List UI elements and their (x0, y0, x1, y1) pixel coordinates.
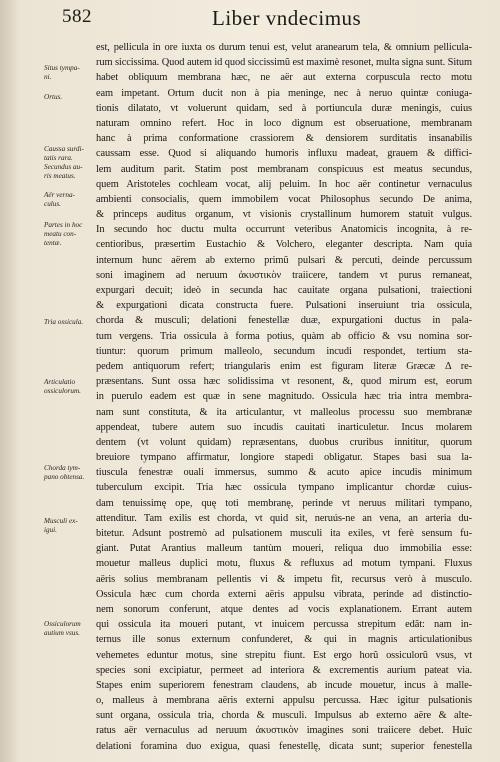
text-line: habet obliquum membrana hæc, ne aër aut externa corpuscula recto motu (96, 72, 472, 84)
text-line: præsentans. Sunt ossa hæc solidissima vt resonent, &, quod mirum est, eorum (96, 376, 472, 388)
text-line: aëris solius membranam pellentis vi & impetu fit, recursus verò à musculo. (96, 573, 472, 585)
text-line: expurgari decuit; ideò in secunda hac cauitate organa pulsationi, traiectioni (96, 285, 472, 296)
text-line: vehemetes eduntur motus, sine strepitu fiunt. Est ergo horũ ossiculorũ vsus, vt (96, 649, 472, 661)
text-line: sunt organa, ossicula tria, chorda & musculi. Impulsus ab externo aëre & alte- (96, 710, 472, 722)
text-line: nam sunt constituta, & ita articulantur, vt malleolus processu suo membranæ (96, 406, 472, 418)
margin-note: Tria ossicula. (44, 318, 84, 326)
text-line: tionis dilatato, vt voluerunt quidam, sed à portiuncula duræ meningis, cuius (96, 102, 472, 114)
margin-note: Articulatio ossiculorum. (44, 378, 81, 395)
text-line: dentem (vt volunt quidam) repræsentans, duobus cruribus innititur, quorum (96, 436, 472, 448)
text-line: breuiore tympano affirmatur, longiore stapedi obligatur. Stapes basi sua la- (96, 452, 472, 464)
text-line: dam tenuissimę ope, quę toti membranę, perinde vt neruus militari tympano, (96, 497, 472, 509)
text-line: & princeps auditus organum, vt visionis crystallinum humorem statuit vulgus. (96, 209, 472, 221)
text-line: internum hunc aërem ab externo primũ pulsari & percuti, deinde percussum (96, 254, 472, 266)
text-line: in puerulo eadem est quæ in sene magnitudo. Ossicula hæc tria intra membra- (96, 391, 472, 403)
text-line: soni imaginem ad neruum ἀκυστικὸν traiicere, tandem vt purus remaneat, (96, 269, 472, 281)
margin-note: Ossiculorum autium vsus. (44, 620, 81, 637)
text-line: species soni excipiatur, permeet ad interiora & excrementis aurium pateat via. (96, 664, 472, 676)
page-number: 582 (62, 6, 92, 27)
margin-note: Musculi ex- igui. (44, 517, 78, 534)
margin-note: Situs tympa- ni. (44, 64, 80, 81)
text-line: chorda & musculi; delationi fenestellæ duæ, expurgationi ductus in pala- (96, 315, 472, 327)
text-line: attenditur. Tam exilis est chorda, vt quid sit, neruús-ne an vena, an arteria du- (96, 512, 472, 524)
text-line: caussam esse. Quod si aliquando humoris influxu madeat, grauem & diffici- (96, 148, 472, 160)
text-line: ambienti consocialis, quem immobilem vocat Philosophus secundo De anima, (96, 193, 472, 205)
text-line: est, pellicula in ore iuxta os durum tenui est, velut aranearum tela, & omnium pellicula- (96, 42, 472, 53)
text-line: ternus ille sonus externum confunderet, & qui in magnis articulationibus (96, 634, 472, 646)
margin-note: Caussa surdi- tatis rara. Secundus au- ris meatus. (44, 145, 84, 180)
text-line: mouetur malleus duplici motu, fluxus & refluxus ad motum tympani. Fluxus (96, 558, 472, 570)
text-line: tuberculum excipit. Tria hæc ossicula tympano implicantur chordæ cuius- (96, 482, 472, 494)
text-line: tiuntur: quorum primum malleolo, secundum incudi respondet, tertium sta- (96, 345, 472, 357)
text-line: eam impetant. Ortum ducit non à pia meninge, nec à neruo quintæ coniuga- (96, 87, 472, 99)
text-line: ratus aër vernaculus ad neruum ἀκυστικὸν imagines soni traiicere debet. Huic (96, 725, 472, 737)
text-line: In secundo hoc ductu multa occurrunt veteribus Anatomicis incognita, à re- (96, 224, 472, 236)
text-line: & expurgationi dicata constructa fuere. Pulsationi inseruiunt tria ossicula, (96, 300, 472, 312)
text-line: rum siccissima. Quod autem id quod siccissimũ est maximè resonet, multa signa sunt. Situm (96, 57, 472, 69)
text-line: giant. Putat Arantius malleum tantùm moueri, reliqua duo immobilia esse: (96, 543, 472, 555)
text-line: bitetur. Adsunt postremò ad pulsationem musculi ita exiles, vt ferè sensum fu- (96, 528, 472, 539)
text-line: quem Aristoteles cochleam vocat, alij peluim. In hoc aër continetur vernaculus (96, 178, 472, 190)
text-line: tiuscula fenestræ ouali immersus, summo & acuto apice incudis minimum (96, 467, 472, 479)
text-line: tum vergens. Tria ossicula à forma potius, quàm ab officio & vsu nomina sor- (96, 330, 472, 342)
text-line: naturam omnino refert. Hoc in loco dignum est obseruatione, membranam (96, 117, 472, 129)
margin-note: Partes in hoc meatu con- tentæ. (44, 221, 83, 247)
page-header (62, 6, 482, 32)
text-line: hanc à prima conformatione crassiorem & densiorem surditatis insanabilis (96, 133, 472, 145)
margin-notes (0, 0, 90, 762)
text-line: qui ossicula ita moueri putant, vt inuicem percussa strepitum edãt: nam in- (96, 619, 472, 631)
running-title: Liber vndecimus (212, 6, 362, 30)
margin-note: Aër verna- culus. (44, 191, 75, 208)
text-line: o, malleus à membrana aëris externi appulsu percussa. Hæc igitur pulsationis (96, 695, 472, 707)
text-line: lem auditum parit. Statim post membranam conspicuus est meatus secundus, (96, 163, 472, 175)
text-line: nem sonorum conferunt, atque dentes ad vocis explanationem. Errant autem (96, 603, 472, 615)
body-text (96, 40, 472, 754)
text-line: pedem antiquorum refert; triangularis enim est figuram literæ Græcæ Δ re- (96, 360, 472, 372)
text-line: delationi foramina duo exigua, quasi fenestellę, dicata sunt; superior fenestella (96, 740, 472, 752)
text-line: Ossicula hæc cum chorda externi aëris appulsu vibrata, perinde ad distinctio- (96, 588, 472, 600)
text-line: Stapes enim superiorem fenestram claudens, ab incude mouetur, incus à malle- (96, 679, 472, 691)
text-line: appendeat, tubere autem suo incudis cauitati inarticuletur. Incus molarem (96, 421, 472, 433)
text-line: centioribus, præsertim Eustachio & Volchero, eleganter descripta. Nam quia (96, 239, 472, 251)
margin-note: Chorda tym- pano obtensa. (44, 464, 85, 481)
margin-note: Ortus. (44, 93, 63, 101)
